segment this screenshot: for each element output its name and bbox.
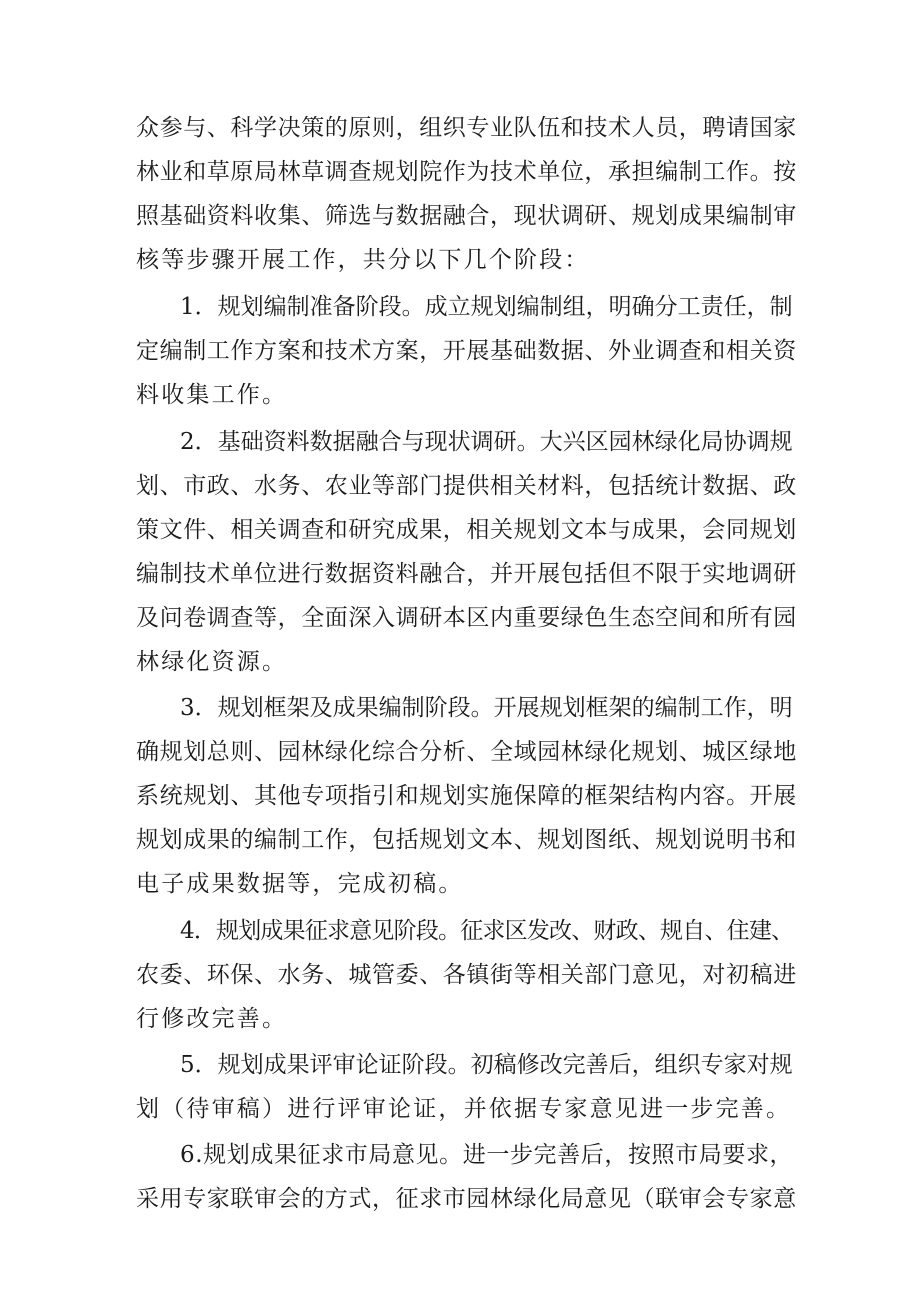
body-text-line: 林绿化资源。 xyxy=(136,649,288,675)
body-text-line: 核等步骤开展工作，共分以下几个阶段： xyxy=(136,247,590,273)
numbered-item-2: 2．基础资料数据融合与现状调研。大兴区园林绿化局协调规 xyxy=(180,429,793,455)
body-text-line: 确规划总则、园林绿化综合分析、全域园林绿化规划、城区绿地 xyxy=(136,739,797,765)
body-text-line: 林业和草原局林草调查规划院作为技术单位，承担编制工作。按 xyxy=(136,159,797,185)
body-text-line: 定编制工作方案和技术方案，开展基础数据、外业调查和相关资 xyxy=(136,338,797,364)
numbered-item-5: 5．规划成果评审论证阶段。初稿修改完善后，组织专家对规 xyxy=(180,1052,793,1078)
body-text-line: 众参与、科学决策的原则，组织专业队伍和技术人员，聘请国家 xyxy=(136,115,797,141)
body-text-line: 规划成果的编制工作，包括规划文本、规划图纸、规划说明书和 xyxy=(136,827,797,853)
body-text-line: 电子成果数据等，完成初稿。 xyxy=(136,871,464,897)
body-text-line: 行修改完善。 xyxy=(136,1006,288,1032)
body-text-line: 采用专家联审会的方式，征求市园林绿化局意见（联审会专家意 xyxy=(136,1186,797,1212)
body-text-line: 照基础资料收集、筛选与数据融合，现状调研、规划成果编制审 xyxy=(136,203,797,229)
numbered-item-3: 3．规划框架及成果编制阶段。开展规划框架的编制工作，明 xyxy=(180,695,793,721)
body-text-line: 策文件、相关调查和研究成果，相关规划文本与成果，会同规划 xyxy=(136,517,797,543)
body-text-line: 系统规划、其他专项指引和规划实施保障的框架结构内容。开展 xyxy=(136,783,797,809)
body-text-line: 料收集工作。 xyxy=(136,382,288,408)
body-text-line: 划（待审稿）进行评审论证，并依据专家意见进一步完善。 xyxy=(136,1096,792,1122)
numbered-item-4: 4．规划成果征求意见阶段。征求区发改、财政、规自、住建、 xyxy=(180,918,794,944)
numbered-item-1: 1．规划编制准备阶段。成立规划编制组，明确分工责任，制 xyxy=(180,294,793,320)
body-text-line: 及问卷调查等，全面深入调研本区内重要绿色生态空间和所有园 xyxy=(136,605,797,631)
body-text-line: 农委、环保、水务、城管委、各镇街等相关部门意见，对初稿进 xyxy=(136,962,797,988)
body-text-line: 编制技术单位进行数据资料融合，并开展包括但不限于实地调研 xyxy=(136,561,797,587)
body-text-line: 划、市政、水务、农业等部门提供相关材料，包括统计数据、政 xyxy=(136,473,797,499)
numbered-item-6: 6.规划成果征求市局意见。进一步完善后，按照市局要求， xyxy=(180,1142,794,1168)
